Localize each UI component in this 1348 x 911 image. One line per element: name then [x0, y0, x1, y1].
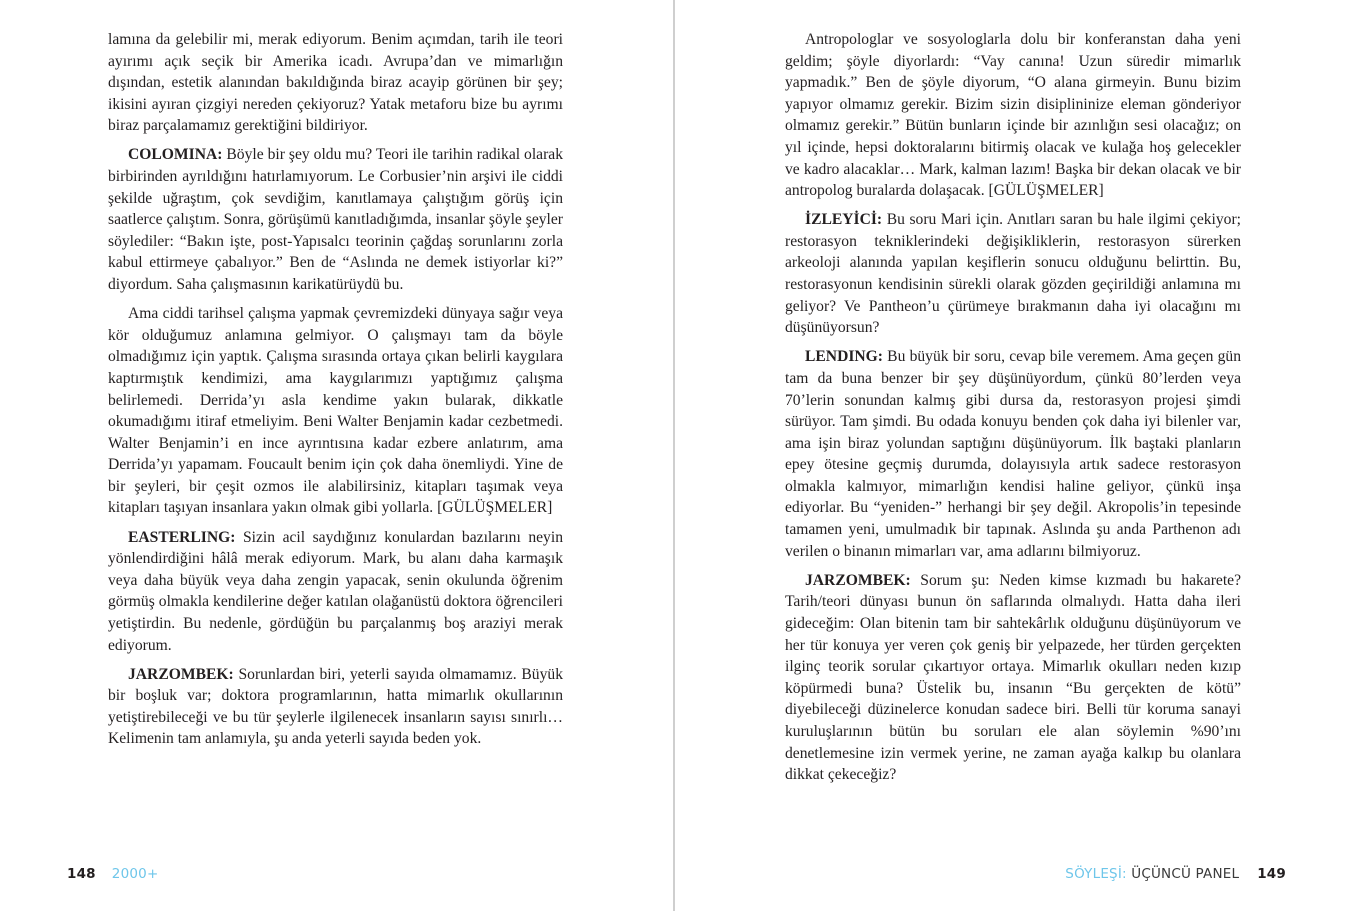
right-page — [676, 0, 1348, 911]
paragraph-text: Sorum şu: Neden kimse kızmadı bu hakarete? Tarih/teori dünyası bunun ön saflarında olmalıydı. Hatta daha ileri gideceğim: Olan bitenin tam bir sahtekârlık olduğunu düşünüyorum ve her tür konuya yer veren çok geniş bir yelpazede, her türden gerçekten ilginç teorik sorular çıkartıyor ortaya. Mimarlık okulları neden kızıp köpürmedi buna? Üstelik bu, insanın “Bu gerçekten de kötü” diyebileceği düzinelerce konudan sadece biri. Belli tür koruma sanayi kuruluşlarının bütün bu soruları ele alan söylemin %90’ını denetlemesine izin vermek yerine, ne zaman ayağa kalkıp bu olanlara dikkat çekeceğiz? — [785, 571, 1241, 784]
speaker-name: JARZOMBEK: — [128, 665, 234, 683]
speaker-name: EASTERLING: — [128, 528, 236, 546]
paragraph-text: Sizin acil saydığınız konulardan bazılarını neyin yönlendirdiğini hâlâ merak ediyorum. Mark, bu alanı daha karmaşık veya daha büyük veya daha zengin yapacak, senin okulunda öğrenim görmüş olmakla kendilerine değer katılan olağanüstü doktora öğrencileri yetiştirdin. Bu nedenle, gördüğün bu parçalanmış boş araziyi merak ediyorum. — [108, 528, 563, 654]
speaker-name: JARZOMBEK: — [805, 571, 911, 589]
paragraph — [108, 303, 563, 519]
paragraph — [108, 144, 563, 295]
paragraph-text: Ama ciddi tarihsel çalışma yapmak çevremizdeki dünyaya sağır veya kör olduğumuz anlamına gelmiyor. O çalışmayı tam da böyle olmadığımız için yaptık. Çalışma sırasında ortaya çıkan belirli kaygılara kaptırmıştık kendimizi, ama kaygılarımızı yaptığımız çalışma belirlemedi. Derrida’yı asla kendime yakın bularak, dikkatle okumadığımı itiraf etmeliyim. Beni Walter Benjamin kadar cezbetmedi. Walter Benjamin’i en ince ayrıntısına kadar ezbere anlatırım, ama Derrida’yı yapamam. Foucault benim için çok daha önemliydi. Yine de bir şeyleri, bir çeşit ozmos ile alabilirsiniz, kitapları taşımak veya kitapları taşıyan insanlara yakın olmak gibi yollarla. [GÜLÜŞMELER] — [108, 305, 563, 517]
right-text-column — [785, 29, 1241, 793]
paragraph-text: Antropologlar ve sosyologlarla dolu bir konferanstan daha yeni geldim; şöyle diyorlardı: “Vay canına! Uzun süredir mimarlık yapmadık.” Ben de şöyle diyorum, “O alana girmeyin. Bunu bizim yapıyor olmamız gerekir. Bizim sizin disiplininize eleman gönderiyor olmamız gerekir.” Bütün bunların içinde bir azınlığın sesi olacağız; on yıl içinde, hepsi doktoralarını bitirmiş olacak ve kulağa hoş gelecekler ve kadro alacaklar… Mark, kalman lazım! Başka bir dekan olacak ve bir antropolog buralarda dolaşacak. [GÜLÜŞMELER] — [785, 31, 1241, 200]
paragraph-text: lamına da gelebilir mi, merak ediyorum. Benim açımdan, tarih ile teori ayırımı açık seçik bir Amerika icadı. Avrupa’dan ve mimarlığın dışından, estetik alanından bakıldığında biraz acayip görünen bir şey; ikisini ayıran çizgiyi nereden çekiyoruz? Yatak metaforu bize bu ayrımı biraz parçalamamız gerektiğini bildiriyor. — [108, 31, 563, 135]
page-number: 148 — [67, 866, 96, 882]
speaker-name: LENDING: — [805, 348, 883, 366]
speaker-name: İZLEYİCİ: — [805, 211, 883, 229]
paragraph — [785, 346, 1241, 562]
paragraph — [108, 664, 563, 750]
page-gutter-divider — [673, 0, 675, 911]
running-head: ÜÇÜNCÜ PANEL — [1131, 866, 1240, 882]
paragraph-text: Sorunlardan biri, yeterli sayıda olmamamız. Büyük bir boşluk var; doktora programlarının, hatta mimarlık okullarının yetiştirebileceği ve bu tür şeylerle ilgilenecek insanların sayısı sınırlı… Kelimenin tam anlamıyla, şu anda yeterli sayıda beden yok. — [108, 665, 563, 748]
speaker-name: COLOMINA: — [128, 146, 223, 164]
left-text-column — [108, 29, 563, 758]
paragraph-text: Böyle bir şey oldu mu? Teori ile tarihin radikal olarak birbirinden ayrıldığını hatırlamıyorum. Le Corbusier’nin arşivi ile ciddi şekilde uğraştım, çok sevdiğim, kanıtlamaya çalıştığım görüş için saatlerce çalıştım. Sonra, görüşümü kanıtladığımda, insanlar şöyle şeyler söylediler: “Bakın işte, post-Yapısalcı teorinin çağdaş sorunlarını zorla kabul ettirmeye çabalıyor.” Ben de “Aslında ne demek istiyorlar ki?” diyordum. Saha çalışmasının karikatürüydü bu. — [108, 146, 563, 294]
paragraph — [785, 570, 1241, 786]
right-footer — [1065, 866, 1286, 882]
left-footer — [67, 866, 158, 882]
paragraph-text: Bu soru Mari için. Anıtları saran bu hale ilgimi çekiyor; restorasyon tekniklerindeki değişikliklerin, restorasyon sürerken arkeoloji alanında yapılan keşiflerin sonucu olduğunu belirttin. Bu, restorasyonun kendisinin sürekli olarak gözden geçirildiği anlamına mı geliyor? Ve Pantheon’u çürümeye bırakmanın daha iyi olacağını mı düşünüyorsun? — [785, 211, 1241, 337]
running-head: 2000+ — [111, 866, 159, 882]
page-number: 149 — [1257, 866, 1286, 882]
paragraph — [108, 527, 563, 657]
paragraph — [785, 29, 1241, 202]
paragraph-text: Bu büyük bir soru, cevap bile veremem. Ama geçen gün tam da buna benzer bir şey düşünüyordum, çünkü 80’lerden veya 70’lerin sonundan kalmış gibi dursa da, restorasyon projesi şimdi sürüyor. Tam şimdi. Bu odada konuyu benden çok daha iyi bilenler var, ama işin biraz yolundan saptığını düşünüyorum. İlk baştaki planların epey ötesine geçmiş durumda, dolayısıyla artık sadece restorasyon olmakla kalmıyor, mimarlığın kendisi haline geliyor, çünkü inşa ediyorlar. Bu “yeniden-” herhangi bir şey değil. Akropolis’in tepesinde tamamen yeni, umulmadık bir tapınak. Aslında şu anda Parthenon adı verilen o binanın mimarları var, ama adlarını bilmiyoruz. — [785, 348, 1241, 560]
running-head-section: SÖYLEŞİ: — [1065, 866, 1127, 882]
paragraph — [108, 29, 563, 137]
paragraph — [785, 209, 1241, 339]
left-page — [0, 0, 673, 911]
